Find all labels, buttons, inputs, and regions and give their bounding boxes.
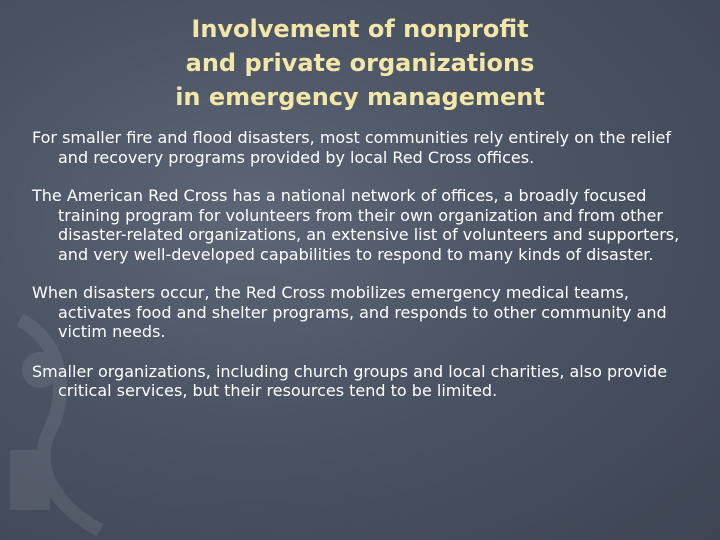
paragraph-red-cross-network: The American Red Cross has a national network of offices, a broadly focused training program for volunteers from their own organization and from other disaster-related organizations, an extensive list of volunteers and supporters, and very well-developed capabilities to respond to many kinds of disaster. (32, 186, 680, 264)
paragraph-smaller-organizations: Smaller organizations, including church groups and local charities, also provide critical services, but their resources tend to be limited. (32, 361, 668, 400)
title-line-1: Involvement of nonprofit (191, 15, 529, 43)
title-line-2: and private organizations (185, 49, 535, 77)
slide-body (32, 128, 704, 421)
paragraph-red-cross-local: For smaller fire and flood disasters, most communities rely entirely on the relief and recovery programs provided by local Red Cross offices. (32, 128, 671, 167)
slide-title (60, 12, 660, 114)
paragraph-red-cross-mobilizes: When disasters occur, the Red Cross mobilizes emergency medical teams, activates food and shelter programs, and responds to other community and victim needs. (32, 283, 667, 341)
title-line-3: in emergency management (175, 83, 545, 111)
